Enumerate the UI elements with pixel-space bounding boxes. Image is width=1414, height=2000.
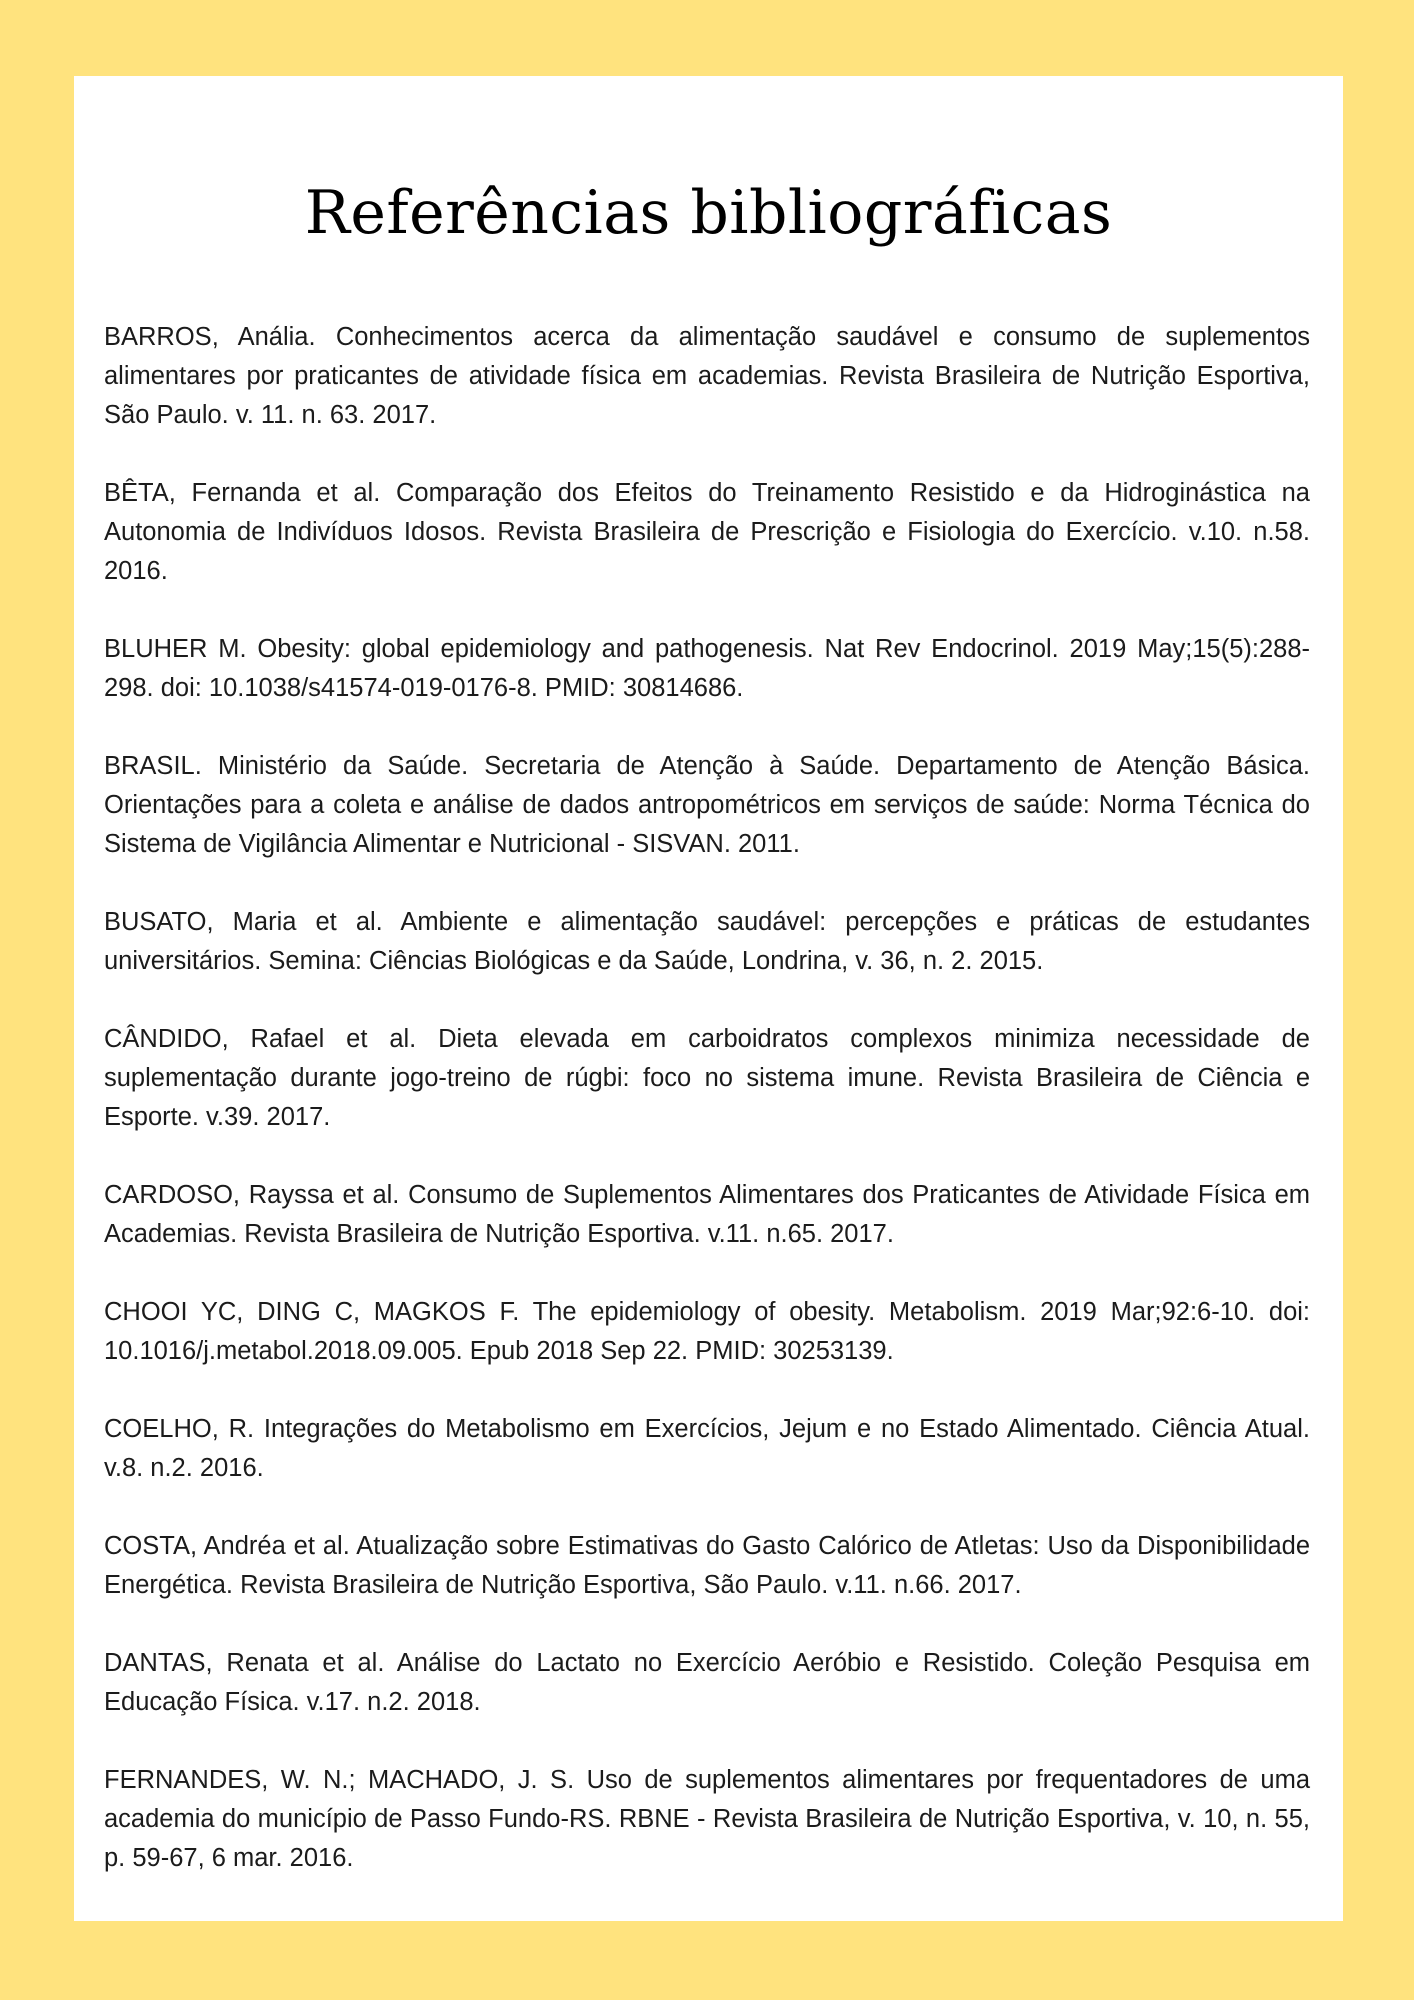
reference-item: BRASIL. Ministério da Saúde. Secretaria de Atenção à Saúde. Departamento de Atenção Básica. Orientações para a coleta e análise de dados antropométricos em serviços de saúde: Norma Técnica do Sistema de Vigilância Alimentar e Nutricional - SISVAN. 2011.: [104, 752, 1310, 858]
reference-item: COSTA, Andréa et al. Atualização sobre Estimativas do Gasto Calórico de Atletas: Uso da Disponibilidade Energética. Revista Brasileira de Nutrição Esportiva, São Paulo. v.11. n.66. 2017.: [104, 1532, 1310, 1599]
reference-item: FERNANDES, W. N.; MACHADO, J. S. Uso de suplementos alimentares por frequentadores de uma academia do município de Passo Fundo-RS. RBNE - Revista Brasileira de Nutrição Esportiva, v. 10, n. 55, p. 59-67, 6 mar. 2016.: [104, 1766, 1310, 1872]
reference-item: CÂNDIDO, Rafael et al. Dieta elevada em carboidratos complexos minimiza necessidade de suplementação durante jogo-treino de rúgbi: foco no sistema imune. Revista Brasileira de Ciência e Esporte. v.39. 2017.: [104, 1025, 1310, 1131]
reference-item: BARROS, Anália. Conhecimentos acerca da alimentação saudável e consumo de suplementos alimentares por praticantes de atividade física em academias. Revista Brasileira de Nutrição Esportiva, São Paulo. v. 11. n. 63. 2017.: [104, 323, 1310, 429]
reference-item: COELHO, R. Integrações do Metabolismo em Exercícios, Jejum e no Estado Alimentado. Ciência Atual. v.8. n.2. 2016.: [104, 1415, 1310, 1482]
reference-item: DANTAS, Renata et al. Análise do Lactato no Exercício Aeróbio e Resistido. Coleção Pesquisa em Educação Física. v.17. n.2. 2018.: [104, 1649, 1310, 1716]
reference-item: BLUHER M. Obesity: global epidemiology and pathogenesis. Nat Rev Endocrinol. 2019 May;15(5):288-298. doi: 10.1038/s41574-019-0176-8. PMID: 30814686.: [104, 635, 1310, 702]
reference-item: CHOOI YC, DING C, MAGKOS F. The epidemiology of obesity. Metabolism. 2019 Mar;92:6-10. doi: 10.1016/j.metabol.2018.09.005. Epub 2018 Sep 22. PMID: 30253139.: [104, 1298, 1310, 1365]
reference-list: [104, 318, 1310, 1917]
reference-item: BÊTA, Fernanda et al. Comparação dos Efeitos do Treinamento Resistido e da Hidroginástica na Autonomia de Indivíduos Idosos. Revista Brasileira de Prescrição e Fisiologia do Exercício. v.10. n.58. 2016.: [104, 479, 1310, 585]
reference-item: CARDOSO, Rayssa et al. Consumo de Suplementos Alimentares dos Praticantes de Atividade Física em Academias. Revista Brasileira de Nutrição Esportiva. v.11. n.65. 2017.: [104, 1181, 1310, 1248]
page-title: Referências bibliográficas: [304, 178, 1113, 248]
document-page: [74, 76, 1343, 1921]
reference-item: BUSATO, Maria et al. Ambiente e alimentação saudável: percepções e práticas de estudantes universitários. Semina: Ciências Biológicas e da Saúde, Londrina, v. 36, n. 2. 2015.: [104, 908, 1310, 975]
